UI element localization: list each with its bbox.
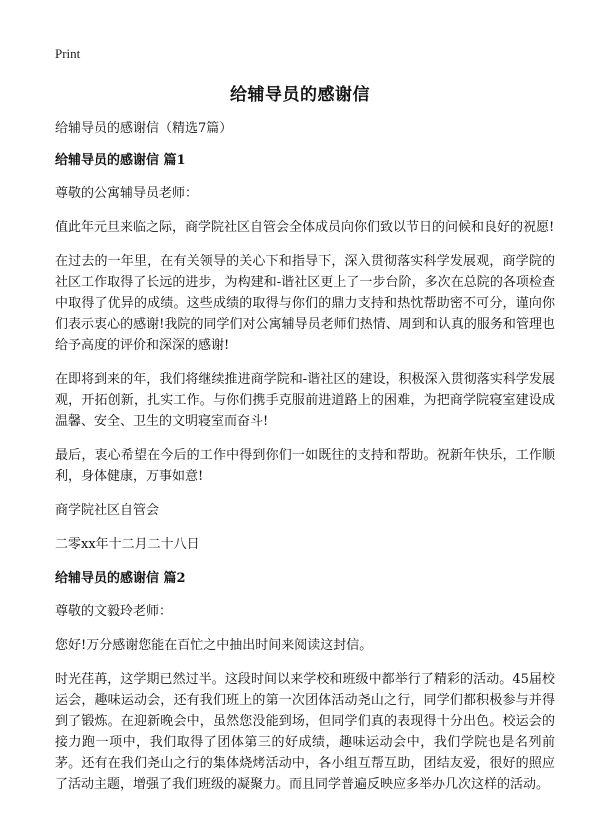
paragraph: 在过去的一年里，在有关领导的关心下和指导下，深入贯彻落实科学发展观，商学院的社区工作取得了长远的进步，为构建和-谐社区更上了一步台阶，多次在总院的各项检查中取得了优异的成绩。这些成绩的取得与你们的鼎力支持和热忱帮助密不可分，谨向你们表示衷心的感谢!我院的同学们对公寓辅导员老师们热情、周到和认真的服务和管理也给予高度的评价和深深的感谢! xyxy=(55,254,555,353)
salutation: 尊敬的文毅玲老师： xyxy=(55,604,173,619)
print-link[interactable]: Print xyxy=(55,46,81,61)
paragraph: 时光荏苒，这学期已然过半。这段时间以来学校和班级中都举行了精彩的活动。45届校运会，趣味运动会，还有我们班上的第一次团体活动尧山之行，同学们都积极参与并得到了锻炼。在迎新晚会中，虽然您没能到场，但同学们真的表现得十分出色。校运会的接力跑一项中，我们取得了团体第三的好成绩，趣味运动会中，我们学院也是名列前茅。还有在我们尧山之行的集体烧烤活动中，各小组互帮互助，团结友爱，很好的照应了活动主题，增强了我们班级的凝聚力。而且同学普遍反映应多举办几次这样的活动。 xyxy=(55,672,555,792)
paragraph: 在即将到来的年，我们将继续推进商学院和-谐社区的建设，积极深入贯彻落实科学发展观，开拓创新，扎实工作。与你们携手克服前进道路上的困难，为把商学院寝室建设成温馨、安全、卫生的文明寝室而奋斗! xyxy=(55,372,555,429)
section-heading-1: 给辅导员的感谢信 篇1 xyxy=(55,153,186,168)
paragraph: 您好!万分感谢您能在百忙之中抽出时间来阅读这封信。 xyxy=(55,638,373,653)
paragraph: 值此年元旦来临之际，商学院社区自管会全体成员向你们致以节日的问候和良好的祝愿! xyxy=(55,220,555,235)
date: 二零xx年十二月二十八日 xyxy=(55,537,200,552)
paragraph: 最后，衷心希望在今后的工作中得到你们一如既往的支持和帮助。祝新年快乐，工作顺利，身体健康，万事如意! xyxy=(55,448,555,484)
section-heading-2: 给辅导员的感谢信 篇2 xyxy=(55,571,186,586)
document-body xyxy=(55,118,555,808)
salutation: 尊敬的公寓辅导员老师： xyxy=(55,186,199,201)
document-subtitle: 给辅导员的感谢信（精选7篇） xyxy=(55,121,233,136)
page-title: 给辅导员的感谢信 xyxy=(230,85,370,105)
signature: 商学院社区自管会 xyxy=(55,503,160,518)
